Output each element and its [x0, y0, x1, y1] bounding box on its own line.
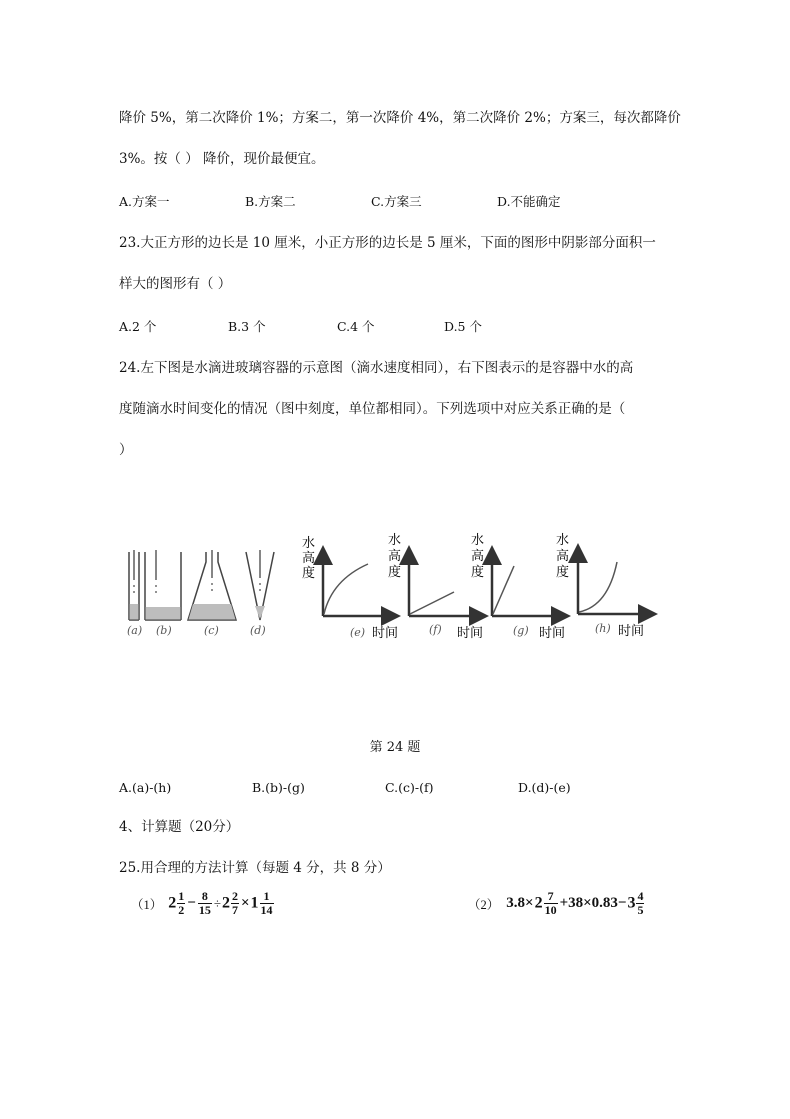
q22-option-c: C.方案三 — [371, 194, 422, 209]
p1-frac1: $\frac{1}{2}$ — [178, 889, 185, 917]
q24-option-a: A.(a)-(h) — [119, 780, 172, 795]
section4-title: 4、计算题（20分） — [119, 819, 240, 835]
graph-g-ylabel-1: 水 — [471, 533, 485, 548]
graph-g — [471, 532, 566, 641]
label-a: (a) — [127, 624, 143, 637]
graph-h-ylabel-3: 度 — [556, 565, 570, 580]
q24-option-c: C.(c)-(f) — [385, 780, 434, 795]
q25-p1-label: （1） — [131, 897, 163, 912]
graph-e — [302, 535, 398, 641]
q22-text-line2: 3%。按（ ） 降价，现价最便宜。 — [119, 151, 325, 167]
q24-option-d: D.(d)-(e) — [518, 780, 571, 795]
graph-h-xlabel: 时间 — [618, 624, 645, 639]
q23-option-d: D.5 个 — [444, 319, 482, 334]
graph-e-ylabel-3: 度 — [302, 566, 316, 581]
p1-op2: ÷ — [213, 895, 221, 911]
graph-f — [388, 532, 484, 641]
q25-p2-label: （2） — [468, 897, 500, 912]
graph-g-label: (g) — [513, 624, 529, 637]
label-b: (b) — [156, 624, 172, 637]
graph-f-ylabel-1: 水 — [388, 533, 402, 548]
graph-e-ylabel-1: 水 — [302, 536, 316, 551]
p1-whole3: 2 — [221, 894, 230, 912]
q24-text-line2: 度随滴水时间变化的情况（图中刻度，单位都相同）。下列选项中对应关系正确的是（ — [119, 401, 626, 417]
p1-op1: − — [187, 895, 196, 911]
p1-frac4: $\frac{1}{14}$ — [260, 889, 273, 917]
p2-term2: +38×0.83− — [559, 895, 627, 911]
q25-title: 25.用合理的方法计算（每题 4 分，共 8 分） — [119, 860, 391, 876]
q22-option-a: A.方案一 — [119, 194, 170, 209]
p1-whole4: 1 — [250, 894, 259, 912]
graph-f-ylabel-3: 度 — [388, 565, 402, 580]
p2-frac2: $\frac{4}{5}$ — [637, 889, 644, 917]
label-c: (c) — [204, 624, 219, 637]
q24-caption: 第 24 题 — [369, 740, 421, 755]
graph-f-ylabel-2: 高 — [388, 549, 402, 564]
q22-option-d: D.不能确定 — [497, 194, 561, 209]
p1-whole1: 2 — [168, 894, 177, 912]
p2-frac1: $\frac{7}{10}$ — [544, 889, 557, 917]
q23-option-c: C.4 个 — [337, 319, 375, 334]
graph-g-ylabel-3: 度 — [471, 565, 485, 580]
q24-figure — [118, 520, 658, 650]
container-b — [145, 550, 181, 620]
q24-text-line3: ） — [119, 442, 133, 458]
q24-option-b: B.(b)-(g) — [252, 780, 305, 795]
q24-text-line1: 24.左下图是水滴进玻璃容器的示意图（滴水速度相同），右下图表示的是容器中水的高 — [119, 360, 634, 376]
graph-f-xlabel: 时间 — [457, 626, 484, 641]
q25-problem-2 — [468, 890, 645, 917]
graph-e-label: (e) — [350, 626, 366, 639]
container-a — [129, 550, 139, 620]
p1-frac2: $\frac{8}{15}$ — [198, 889, 211, 917]
p2-whole1: 2 — [534, 894, 543, 912]
q23-option-b: B.3 个 — [228, 319, 266, 334]
p1-frac3: $\frac{2}{7}$ — [231, 889, 238, 917]
q23-option-a: A.2 个 — [119, 319, 157, 334]
container-c — [188, 550, 236, 620]
q25-problem-1 — [131, 890, 275, 917]
graph-h — [556, 532, 653, 639]
p2-term1: 3.8× — [506, 895, 534, 911]
graph-h-ylabel-2: 高 — [556, 549, 570, 564]
graph-e-ylabel-2: 高 — [302, 551, 316, 566]
graph-g-ylabel-2: 高 — [471, 549, 485, 564]
q22-option-b: B.方案二 — [245, 194, 296, 209]
q22-text-line1: 降价 5%，第二次降价 1%；方案二，第一次降价 4%，第二次降价 2%；方案三，每次都降价 — [119, 110, 681, 126]
q23-text-line1: 23.大正方形的边长是 10 厘米，小正方形的边长是 5 厘米，下面的图形中阴影部分面积一 — [119, 235, 656, 251]
label-d: (d) — [250, 624, 266, 637]
p2-whole2: 3 — [627, 894, 636, 912]
graph-g-xlabel: 时间 — [539, 626, 566, 641]
graph-e-xlabel: 时间 — [372, 626, 399, 641]
graph-h-label: (h) — [595, 622, 611, 635]
graph-h-ylabel-1: 水 — [556, 533, 570, 548]
container-d — [246, 550, 274, 620]
graph-f-label: (f) — [429, 623, 442, 636]
p1-op3: × — [240, 895, 250, 911]
q23-text-line2: 样大的图形有（ ） — [119, 276, 232, 292]
